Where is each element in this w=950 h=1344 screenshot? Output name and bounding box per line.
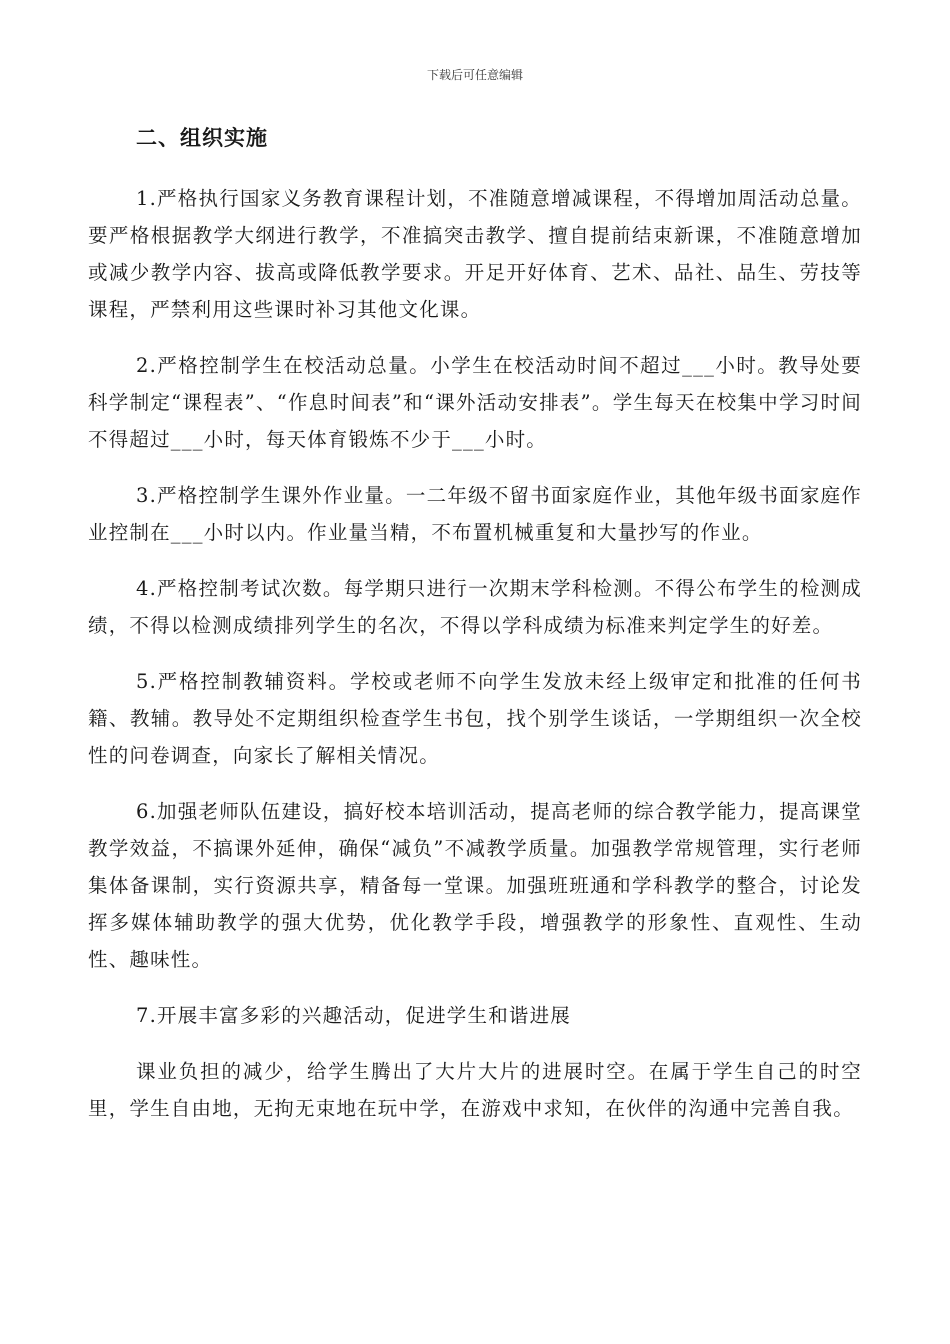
paragraph-6: 6.加强老师队伍建设，搞好校本培训活动，提高老师的综合教学能力，提高课堂教学效益，不搞课外延伸，确保“减负”不减教学质量。加强教学常规管理，实行老师集体备课制，实行资源共享，精备每一堂课。加强班班通和学科教学的整合，讨论发挥多媒体辅助教学的强大优势，优化教学手段，增强教学的形象性、直观性、生动性、趣味性。: [88, 800, 862, 971]
paragraph-8: 课业负担的减少，给学生腾出了大片大片的进展时空。在属于学生自己的时空里，学生自由地，无拘无束地在玩中学，在游戏中求知，在伙伴的沟通中完善自我。: [88, 1060, 862, 1120]
header-note: 下载后可任意编辑: [426, 68, 523, 82]
paragraph-3: 3.严格控制学生课外作业量。一二年级不留书面家庭作业，其他年级书面家庭作业控制在___小时以内。作业量当精，不布置机械重复和大量抄写的作业。: [88, 484, 862, 544]
paragraph-2: 2.严格控制学生在校活动总量。小学生在校活动时间不超过___小时。教导处要科学制定“课程表”、“作息时间表”和“课外活动安排表”。学生每天在校集中学习时间不得超过___小时，每天体育锻炼不少于___小时。: [88, 354, 862, 451]
paragraph-7: 7.开展丰富多彩的兴趣活动，促进学生和谐进展: [136, 1004, 572, 1027]
document-body: [88, 118, 862, 1127]
section-title: 二、组织实施: [136, 125, 268, 150]
paragraph-5: 5.严格控制教辅资料。学校或老师不向学生发放未经上级审定和批准的任何书籍、教辅。教导处不定期组织检查学生书包，找个别学生谈话，一学期组织一次全校性的问卷调查，向家长了解相关情况。: [88, 670, 862, 767]
paragraph-4: 4.严格控制考试次数。每学期只进行一次期末学科检测。不得公布学生的检测成绩，不得以检测成绩排列学生的名次，不得以学科成绩为标准来判定学生的好差。: [88, 577, 862, 637]
paragraph-1: 1.严格执行国家义务教育课程计划，不准随意增减课程，不得增加周活动总量。要严格根据教学大纲进行教学，不准搞突击教学、擅自提前结束新课，不准随意增加或减少教学内容、拔高或降低教学要求。开足开好体育、艺术、品社、品生、劳技等课程，严禁利用这些课时补习其他文化课。: [88, 187, 862, 321]
